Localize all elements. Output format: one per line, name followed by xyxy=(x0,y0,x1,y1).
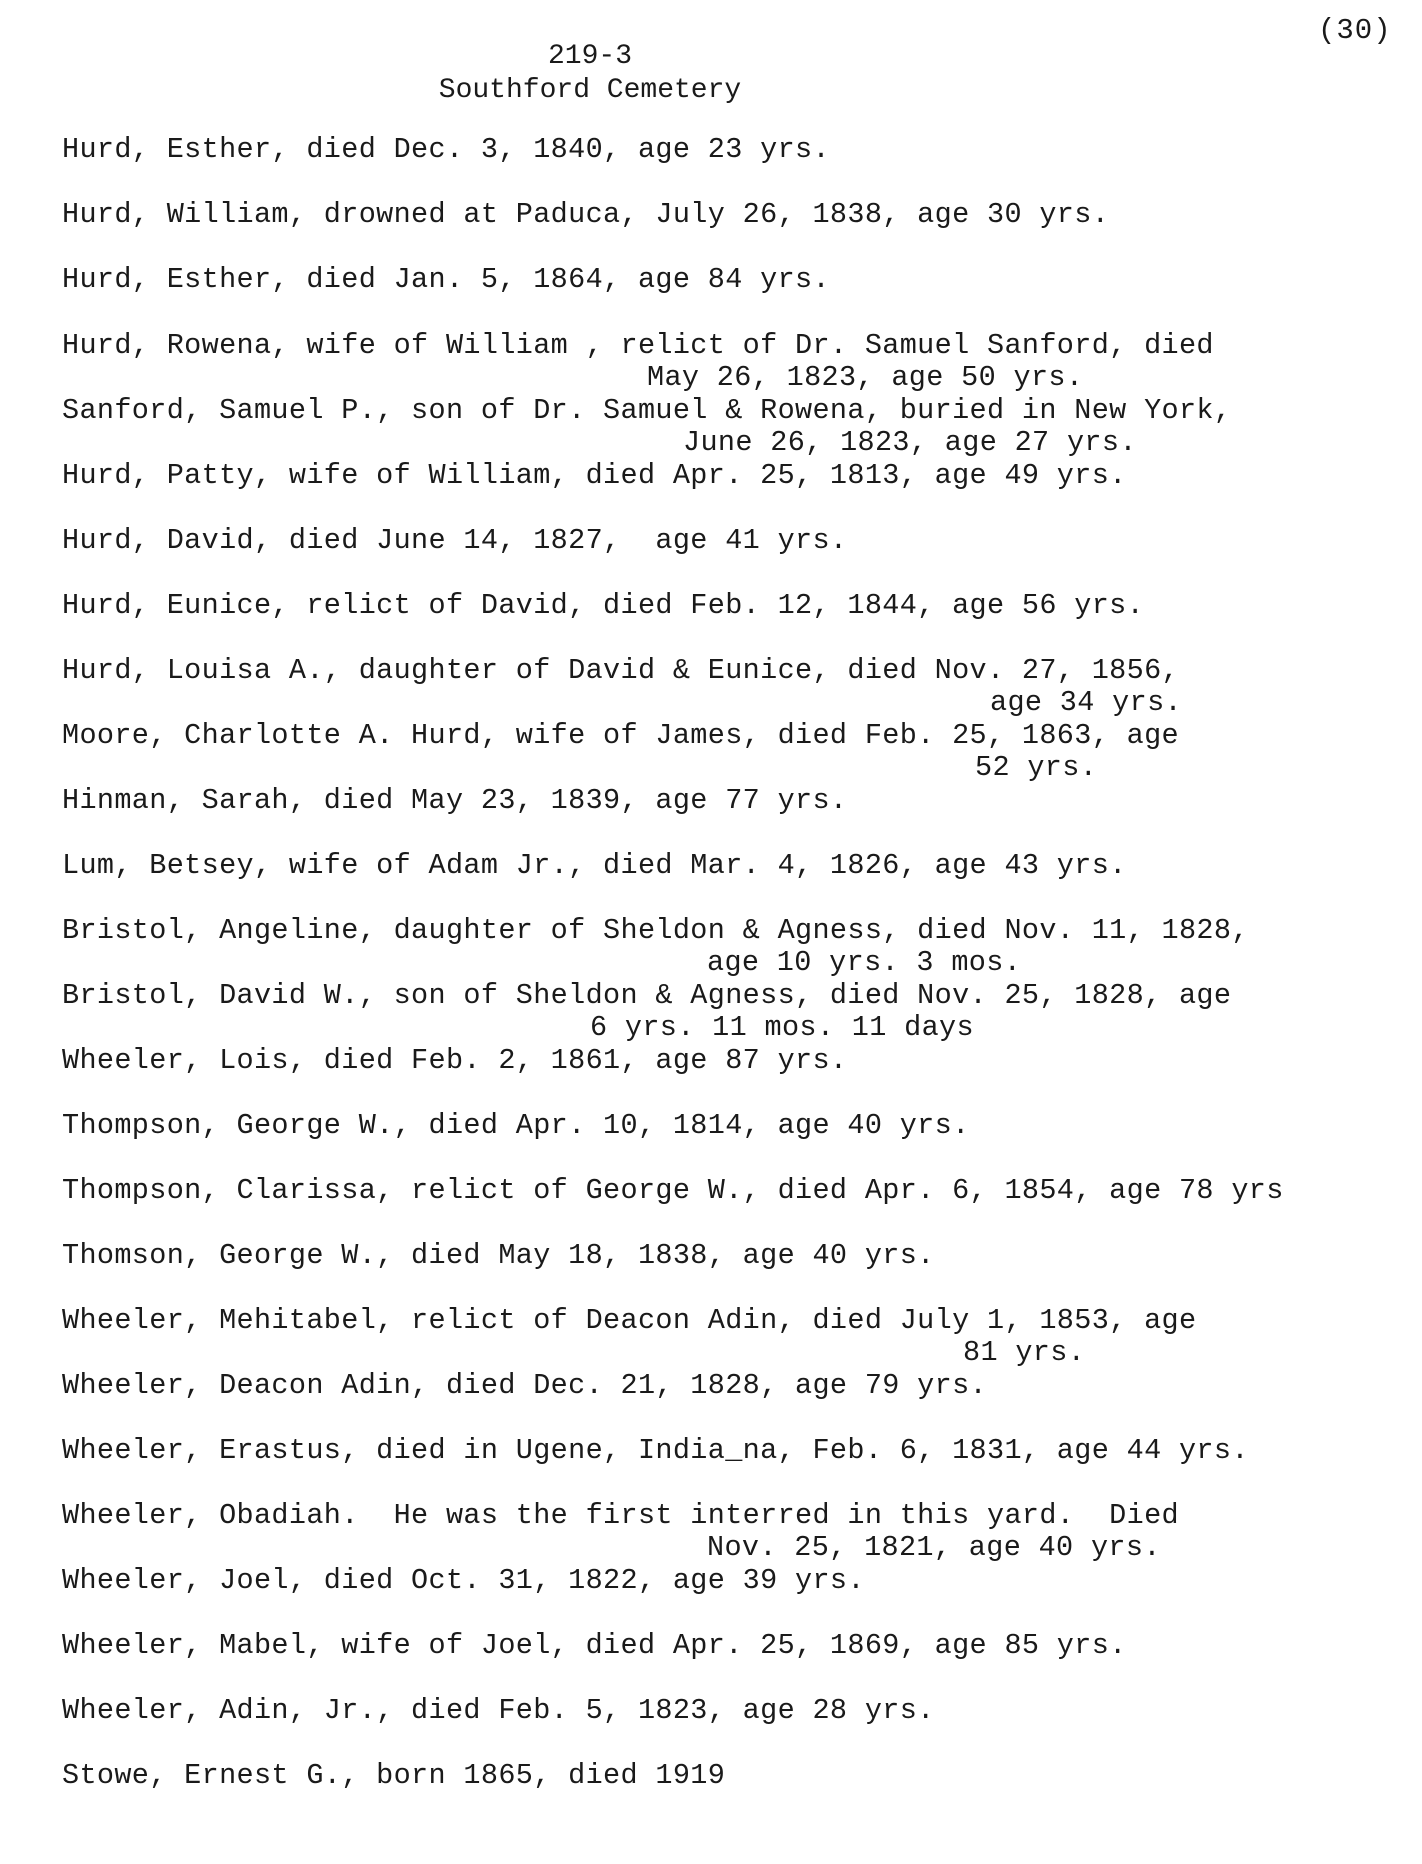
burial-entry-text: Hurd, Louisa A., daughter of David & Eunice, died Nov. 27, 1856, xyxy=(62,654,1179,687)
burial-entry xyxy=(62,1630,1127,1662)
burial-entry xyxy=(62,525,847,557)
burial-entry-text: Wheeler, Deacon Adin, died Dec. 21, 1828, age 79 yrs. xyxy=(62,1369,987,1402)
burial-entry-text: Hinman, Sarah, died May 23, 1839, age 77 yrs. xyxy=(62,784,848,817)
burial-entry xyxy=(62,1305,1196,1369)
burial-entry xyxy=(62,590,1144,622)
burial-entry xyxy=(62,1045,847,1077)
burial-entry-text: Hurd, Eunice, relict of David, died Feb. 12, 1844, age 56 yrs. xyxy=(62,589,1145,622)
burial-entry-continuation: age 10 yrs. 3 mos. xyxy=(707,946,1022,979)
burial-entry xyxy=(62,1760,725,1792)
burial-entry-text: Hurd, Rowena, wife of William , relict of Dr. Samuel Sanford, died xyxy=(62,329,1214,362)
burial-entry xyxy=(62,264,830,296)
burial-entry-continuation: age 34 yrs. xyxy=(990,686,1182,719)
burial-entry-text: Bristol, David W., son of Sheldon & Agness, died Nov. 25, 1828, age xyxy=(62,979,1232,1012)
burial-entry-text: Hurd, Patty, wife of William, died Apr. 25, 1813, age 49 yrs. xyxy=(62,459,1127,492)
burial-entry-text: Bristol, Angeline, daughter of Sheldon & Agness, died Nov. 11, 1828, xyxy=(62,914,1249,947)
burial-entry xyxy=(62,720,1179,784)
burial-entry-text: Wheeler, Obadiah. He was the first interred in this yard. Died xyxy=(62,1499,1179,1532)
burial-entry-continuation: 52 yrs. xyxy=(975,751,1098,784)
burial-entry xyxy=(62,1370,987,1402)
burial-entry-text: Thompson, George W., died Apr. 10, 1814, age 40 yrs. xyxy=(62,1109,970,1142)
burial-entry xyxy=(62,915,1249,979)
burial-entry xyxy=(62,655,1182,719)
cemetery-title: Southford Cemetery xyxy=(438,75,742,106)
burial-entry xyxy=(62,199,1109,231)
burial-entry xyxy=(62,134,830,166)
burial-entry-text: Hurd, Esther, died Dec. 3, 1840, age 23 yrs. xyxy=(62,133,830,166)
burial-entry-text: Sanford, Samuel P., son of Dr. Samuel & Rowena, buried in New York, xyxy=(62,394,1232,427)
burial-entry-text: Wheeler, Mabel, wife of Joel, died Apr. 25, 1869, age 85 yrs. xyxy=(62,1629,1127,1662)
burial-entry-text: Wheeler, Lois, died Feb. 2, 1861, age 87 yrs. xyxy=(62,1044,848,1077)
burial-entry-text: Wheeler, Joel, died Oct. 31, 1822, age 39 yrs. xyxy=(62,1564,865,1597)
burial-entry-text: Stowe, Ernest G., born 1865, died 1919 xyxy=(62,1759,726,1792)
burial-entry-text: Wheeler, Mehitabel, relict of Deacon Adin, died July 1, 1853, age xyxy=(62,1304,1197,1337)
record-code: 219-3 xyxy=(547,41,632,72)
burial-entry xyxy=(62,330,1214,394)
burial-entry-text: Wheeler, Erastus, died in Ugene, India_na, Feb. 6, 1831, age 44 yrs. xyxy=(62,1434,1249,1467)
burial-entry xyxy=(62,1695,935,1727)
burial-entry xyxy=(62,785,847,817)
burial-entry xyxy=(62,1175,1284,1207)
burial-entry-text: Hurd, William, drowned at Paduca, July 26, 1838, age 30 yrs. xyxy=(62,198,1110,231)
burial-entry-text: Wheeler, Adin, Jr., died Feb. 5, 1823, age 28 yrs. xyxy=(62,1694,935,1727)
burial-entry-continuation: 81 yrs. xyxy=(963,1336,1086,1369)
burial-entry-text: Hurd, David, died June 14, 1827, age 41 yrs. xyxy=(62,524,848,557)
burial-entry xyxy=(62,1240,935,1272)
burial-entry xyxy=(62,850,1127,882)
burial-entry-continuation: Nov. 25, 1821, age 40 yrs. xyxy=(707,1531,1161,1564)
burial-entry xyxy=(62,1500,1179,1564)
burial-entry xyxy=(62,1565,865,1597)
burial-entry xyxy=(62,1110,970,1142)
burial-entry xyxy=(62,1435,1249,1467)
burial-entry xyxy=(62,980,1231,1044)
burial-entry-text: Hurd, Esther, died Jan. 5, 1864, age 84 yrs. xyxy=(62,263,830,296)
burial-entry-continuation: June 26, 1823, age 27 yrs. xyxy=(683,426,1137,459)
burial-entry-text: Thomson, George W., died May 18, 1838, age 40 yrs. xyxy=(62,1239,935,1272)
burial-entry-text: Moore, Charlotte A. Hurd, wife of James, died Feb. 25, 1863, age xyxy=(62,719,1179,752)
document-header xyxy=(0,40,1180,108)
page-number: (30) xyxy=(1318,14,1392,47)
burial-entry-continuation: 6 yrs. 11 mos. 11 days xyxy=(590,1011,974,1044)
burial-entry-text: Lum, Betsey, wife of Adam Jr., died Mar. 4, 1826, age 43 yrs. xyxy=(62,849,1127,882)
burial-entry-continuation: May 26, 1823, age 50 yrs. xyxy=(647,361,1084,394)
burial-entry-text: Thompson, Clarissa, relict of George W., died Apr. 6, 1854, age 78 yrs xyxy=(62,1174,1284,1207)
burial-entry xyxy=(62,395,1231,459)
burial-entry xyxy=(62,460,1127,492)
